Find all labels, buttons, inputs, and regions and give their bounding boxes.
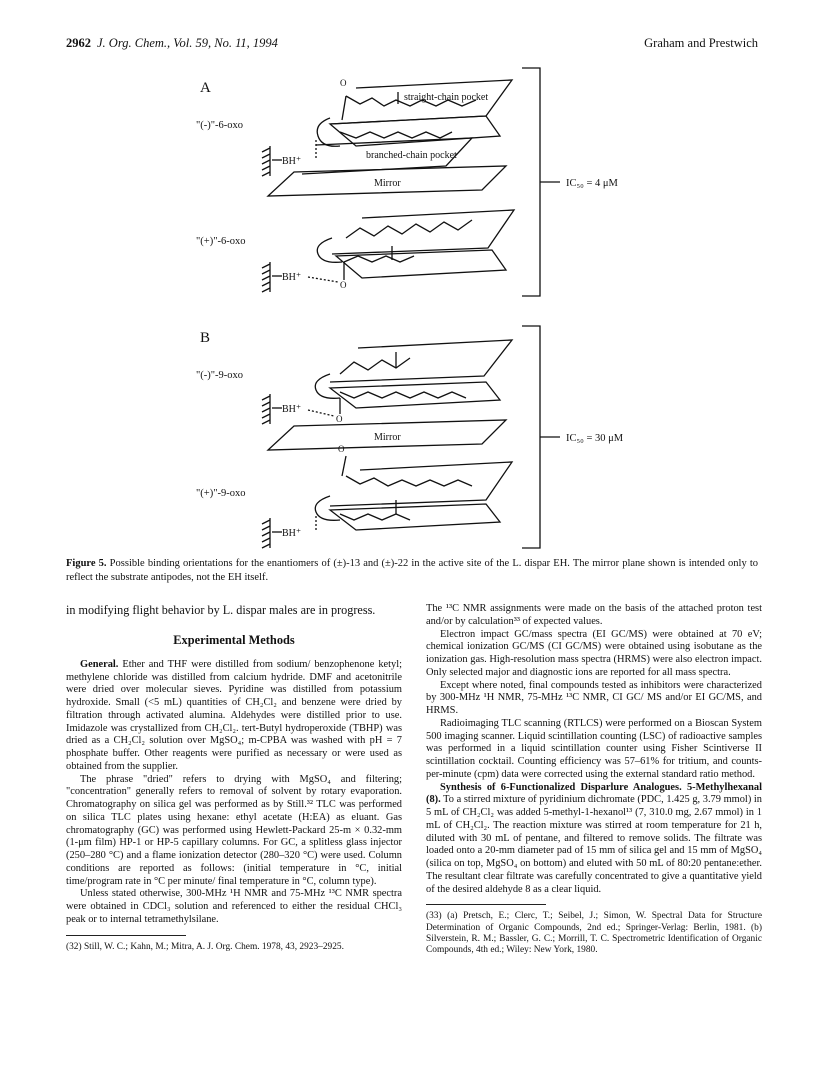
hbond-a2 bbox=[308, 277, 338, 282]
general-paragraph bbox=[66, 659, 402, 774]
carbonyl-bond-b2 bbox=[342, 456, 346, 476]
hbond-b1 bbox=[308, 410, 334, 416]
radioimaging-paragraph: Radioimaging TLC scanning (RTLCS) were performed on a Bioscan System 500 imaging scanner. Liquid scintillation counting (LSC) of radioactive samples was performed in a liquid scintillation counter using Fisher Scintiverse II scintillation cocktail. Counting efficiency was 57–61% for tritium, and counts-per-minute (cpm) data were corrected using the external standard ratio method. bbox=[426, 717, 762, 780]
footnote-33: (33) (a) Pretsch, E.; Clerc, T.; Seibel, J.; Simon, W. Spectral Data for Structure Determination of Organic Compounds, 2nd ed.; Springer-Verlag: Berlin, 1981. (b) Silverstein, R. M.; Bassler, G. C.; Morrill, T. C. Spectrometric Identification of Organic Compounds, 4th ed.; Wiley: New York, 1980. bbox=[426, 911, 762, 956]
label-minus-6-oxo: "(-)"-6-oxo bbox=[196, 120, 244, 131]
epoxide-ring-a1 bbox=[317, 118, 340, 146]
oxygen-label-a2: O bbox=[340, 280, 347, 290]
ic50-a-label: IC₅₀ = 4 μM bbox=[566, 178, 618, 189]
alkyl-chain-a2 bbox=[346, 220, 472, 238]
straight-pocket-label: straight-chain pocket bbox=[404, 92, 489, 103]
bh-label-a1: BH⁺ bbox=[282, 156, 302, 167]
lower-slab-a2 bbox=[336, 250, 506, 278]
enzyme-surface-a2 bbox=[262, 264, 270, 292]
branched-pocket-label: branched-chain pocket bbox=[366, 150, 457, 161]
oxygen-label-a1: O bbox=[340, 78, 347, 88]
lower-slab-b2 bbox=[330, 504, 500, 530]
bracket-a bbox=[522, 68, 540, 296]
footnote-rule-left bbox=[66, 935, 186, 936]
epoxide-ring-b2 bbox=[315, 496, 340, 520]
continuation-paragraph: in modifying flight behavior by L. dispar males are in progress. bbox=[66, 603, 376, 617]
section-heading: Experimental Methods bbox=[173, 633, 295, 647]
header-authors: Graham and Prestwich bbox=[644, 36, 758, 50]
mirror-label-b: Mirror bbox=[374, 432, 401, 443]
bh-label-a2: BH⁺ bbox=[282, 272, 302, 283]
alkyl-chain-a1b bbox=[340, 132, 452, 138]
enzyme-surface-b1 bbox=[262, 396, 270, 424]
footnote-rule-right bbox=[426, 904, 546, 905]
general-label: General. bbox=[80, 658, 119, 670]
enzyme-surface-b2 bbox=[262, 520, 270, 548]
oxygen-label-b2: O bbox=[338, 444, 345, 454]
label-plus-6-oxo: "(+)"-6-oxo bbox=[196, 236, 246, 247]
caption-label: Figure 5. bbox=[66, 558, 107, 569]
nmr-paragraph: Unless stated otherwise, 300-MHz ¹H NMR and 75-MHz ¹³C NMR spectra were obtained in CDCl₃ solution and referenced to either the residual CHCl₃ peak or to internal tetramethylsilane. bbox=[66, 888, 402, 925]
alkyl-chain-b1b bbox=[340, 392, 466, 398]
alkyl-chain-b2b bbox=[340, 514, 410, 520]
mass-spec-paragraph: Electron impact GC/mass spectra (EI GC/MS) were obtained at 70 eV; chemical ionization GC/MS (CI GC/MS) were obtained using isobutane as the ionization gas. High-resolution mass spectra (HRMS) were also electron impact. Only selected major and diagnostic ions are reported for all mass spectra. bbox=[426, 628, 762, 678]
footnote-32: (32) Still, W. C.; Kahn, M.; Mitra, A. J. Org. Chem. 1978, 43, 2923–2925. bbox=[66, 941, 344, 952]
lower-slab-b1 bbox=[330, 382, 500, 408]
enzyme-surface-a1 bbox=[262, 148, 270, 176]
journal-citation: J. Org. Chem., Vol. 59, No. 11, 1994 bbox=[97, 36, 278, 50]
synthesis-text: To a stirred mixture of pyridinium dichromate (PDC, 1.425 g, 3.79 mmol) in 5 mL of CH₂Cl₂ was added 5-methyl-1-hexanol¹³ (7, 310.0 mg, 2.67 mmol) in 1 mL of CH₂Cl₂. The reaction mixture was stirred at room temperature for 21 h, diluted with 30 mL of pentane, and filtered to remove solids. The filtrate was loaded onto a 20-mm diameter pad of 15 mm of silica gel and 15 mm of MgSO₄ (silica on top, MgSO₄ on bottom) and eluted with 50 mL of 80:20 pentane:ether. The resultant clear filtrate was carefully concentrated to give a quantitative yield of the desired aldehyde 8 as a clear liquid. bbox=[426, 794, 762, 895]
caption-text: Possible binding orientations for the enantiomers of (±)-13 and (±)-22 in the active site of the L. dispar EH. The mirror plane shown is intended only to reflect the substrate antipodes, not the EH itself. bbox=[66, 558, 758, 583]
figure-caption bbox=[66, 557, 758, 585]
upper-slab-b1 bbox=[330, 340, 512, 382]
bracket-b bbox=[522, 326, 540, 548]
alkyl-chain-a2b bbox=[344, 256, 414, 262]
ic50-b-label: IC₅₀ = 30 μM bbox=[566, 433, 624, 444]
bh-label-b1: BH⁺ bbox=[282, 404, 302, 415]
synthesis-paragraph bbox=[426, 782, 762, 897]
left-column bbox=[66, 603, 402, 953]
right-column bbox=[426, 603, 762, 957]
upper-slab-a2 bbox=[332, 210, 514, 254]
mirror-label-a: Mirror bbox=[374, 178, 401, 189]
synthesis-label: Synthesis of 6-Functionalized Disparlure Analogues. 5-Methylhexanal (8). bbox=[426, 781, 762, 806]
panel-b-label: B bbox=[200, 330, 211, 346]
lower-slab-a1 bbox=[330, 116, 500, 146]
epoxide-ring-b1 bbox=[315, 374, 340, 398]
panel-a-label: A bbox=[200, 80, 211, 96]
label-plus-9-oxo: "(+)"-9-oxo bbox=[196, 488, 246, 499]
bh-label-b2: BH⁺ bbox=[282, 528, 302, 539]
general-text: Ether and THF were distilled from sodium/ benzophenone ketyl; methylene chloride was distilled from calcium hydride. DMF and acetonitrile were dried over molecular sieves. Pyridine was distilled from potassium hydroxide. Small (<5 mL) quantities of CH₂Cl₂ and benzene were dried by filtration through activated alumina. Aldehydes were distilled prior to use. Imidazole was crystallized from CH₂Cl₂. tert-Butyl hydroperoxide (TBHP) was dried as a CH₂Cl₂ solution over MgSO₄; m-CPBA was washed with pH = 7 phosphate buffer. Other reagents were purified as necessary or were used as obtained from the supplier. bbox=[66, 658, 402, 772]
label-minus-9-oxo: "(-)"-9-oxo bbox=[196, 370, 244, 381]
alkyl-chain-b1 bbox=[340, 358, 410, 374]
carbonyl-bond-a1 bbox=[342, 96, 346, 120]
drying-paragraph: The phrase "dried" refers to drying with MgSO₄ and filtering; "concentration" generally refers to removal of solvent by rotary evaporation. Chromatography on silica gel was performed as by Still.³² TLC was performed on silica TLC plates using hexane: ethyl acetate (H:EA) as eluant. Gas chromatography (GC) was performed using Hewlett-Packard 25-m × 0.32-mm (1-μm film) HP-1 or HP-5 capillary columns. For GC, a splitless glass injector (250–280 °C) and a flame ionization detector (280–320 °C) were used. Column conditions are reported as follows: (initial temperature in °C, initial time/program rate in °C per minute/ final temperature in °C, column type). bbox=[66, 773, 402, 887]
characterization-paragraph: Except where noted, final compounds tested as inhibitors were characterized by 300-MHz ¹H NMR, 75-MHz ¹³C NMR, CI GC/ MS and/or EI GC/MS, and HRMS. bbox=[426, 679, 762, 716]
alkyl-chain-b2 bbox=[346, 476, 472, 486]
oxygen-label-b1: O bbox=[336, 414, 343, 424]
page-number: 2962 bbox=[66, 36, 91, 50]
c13-paragraph: The ¹³C NMR assignments were made on the basis of the attached proton test and/or by calculation³³ of expected values. bbox=[426, 603, 762, 627]
